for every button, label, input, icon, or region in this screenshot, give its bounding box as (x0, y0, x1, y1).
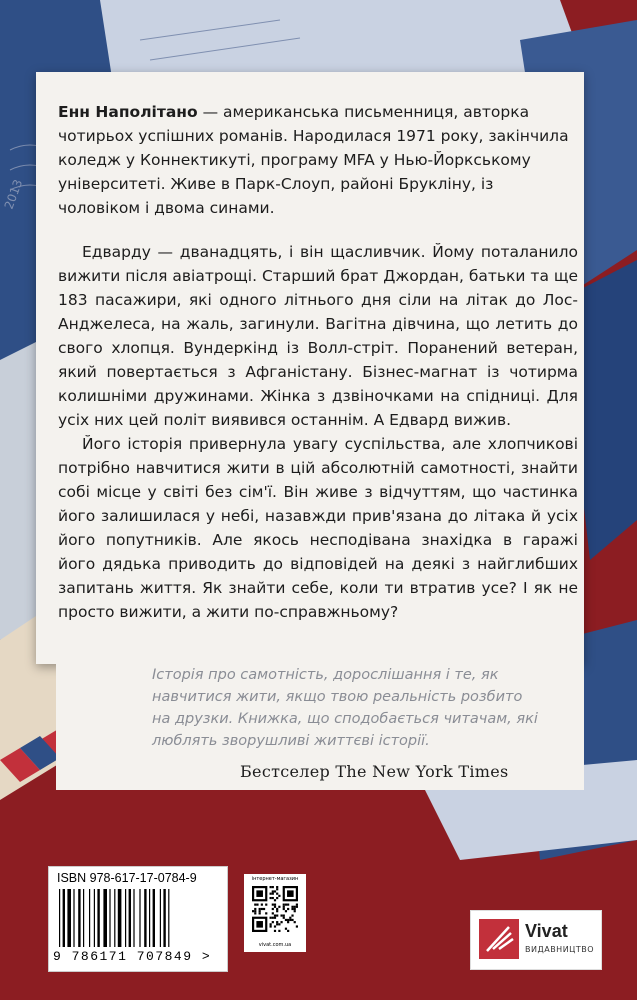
qr-module (272, 893, 274, 895)
qr-module (274, 917, 276, 919)
barcode-number: 9 786171 707849 > (53, 949, 212, 964)
barcode-bar (109, 889, 110, 947)
qr-module (285, 928, 287, 930)
qr-module (272, 897, 274, 899)
qr-module (287, 930, 289, 932)
qr-module (254, 904, 256, 906)
publisher-name: Vivat (525, 921, 568, 941)
vivat-feather-icon (479, 919, 519, 959)
qr-module (270, 897, 272, 899)
qr-module (270, 886, 272, 888)
qr-module (272, 886, 274, 888)
qr-module (296, 904, 298, 906)
barcode-icon (59, 889, 217, 947)
qr-module (294, 921, 296, 923)
qr-module (287, 919, 289, 921)
qr-module (283, 908, 285, 910)
qr-module (259, 910, 261, 912)
qr-module (276, 897, 278, 899)
barcode-bar (97, 889, 99, 947)
qr-module (283, 917, 285, 919)
barcode-bar (160, 889, 161, 947)
qr-module (276, 921, 278, 923)
qr-module (274, 906, 276, 908)
qr-module (276, 923, 278, 925)
qr-module (272, 912, 274, 914)
qr-module (256, 904, 258, 906)
qr-module (285, 904, 287, 906)
author-bio-text: — американська письменниця, авторка чотирьох успішних романів. Народилася 1971 року, закінчила коледж у Коннектикуті, програму MFA у Нью-Йоркському університеті. Живе в Парк-Слоуп, районі Брукліну, із чоловіком і двома синами. (58, 103, 569, 217)
barcode-bar (63, 889, 65, 947)
barcode-bar (153, 889, 155, 947)
qr-module (274, 904, 276, 906)
qr-module (272, 917, 274, 919)
barcode-bar (139, 889, 140, 947)
barcode-bar (89, 889, 90, 947)
qr-module (291, 906, 293, 908)
qr-module (265, 912, 267, 914)
qr-module (291, 919, 293, 921)
qr-module (289, 917, 291, 919)
qr-module (270, 917, 272, 919)
barcode-bar (144, 889, 146, 947)
qr-module (270, 925, 272, 927)
author-bio (58, 100, 578, 220)
book-description (58, 240, 578, 624)
qr-module (272, 921, 274, 923)
qr-module (287, 890, 294, 897)
qr-module (278, 906, 280, 908)
qr-module (283, 906, 285, 908)
qr-bottom-label: vivat.com.ua (258, 942, 292, 948)
barcode-bar (118, 889, 122, 947)
qr-module (287, 908, 289, 910)
qr-module (274, 890, 276, 892)
qr-module (274, 899, 276, 901)
barcode-box (48, 866, 228, 972)
barcode-bar (103, 889, 107, 947)
qr-module (254, 910, 256, 912)
qr-module (280, 914, 282, 916)
qr-module (294, 908, 296, 910)
qr-module (254, 908, 256, 910)
barcode-bar (149, 889, 150, 947)
qr-module (285, 919, 287, 921)
bestseller-label: Бестселер The New York Times (240, 762, 509, 781)
qr-module (259, 908, 261, 910)
barcode-bar (114, 889, 115, 947)
barcode-bar (59, 889, 60, 947)
qr-module (278, 895, 280, 897)
qr-module (272, 908, 274, 910)
qr-top-label: інтернет-магазин (251, 876, 299, 882)
qr-module (278, 923, 280, 925)
barcode-bar (73, 889, 74, 947)
qr-code-box (244, 874, 306, 952)
qr-module (256, 921, 263, 928)
qr-module (278, 930, 280, 932)
qr-module (270, 923, 272, 925)
barcode-bar (168, 889, 169, 947)
qr-module (252, 910, 254, 912)
description-paragraph-1: Едварду — дванадцять, і він щасливчик. Йому поталанило вижити після авіатрощі. Старший брат Джордан, батьки та ще 183 пасажири, які одного літнього дня сіли на літак до Лос-Анджелеса, на жаль, загинули. Вагітна дівчина, що летить до свого хлопця. Вундеркінд із Волл-стріт. Поранений ветеран, який повертається з Афганістану. Бізнес-магнат із чотирма колишніми дружинами. Жінка з дзвіночками на спідниці. Для усіх них цей політ виявився останнім. А Едвард вижив. (58, 243, 579, 429)
qr-module (265, 904, 267, 906)
qr-module (276, 886, 278, 888)
qr-module (274, 914, 276, 916)
qr-module (276, 914, 278, 916)
qr-module (256, 890, 263, 897)
isbn-text: ISBN 978-617-17-0784-9 (57, 871, 197, 885)
barcode-bar (83, 889, 84, 947)
qr-module (287, 904, 289, 906)
barcode-bar (129, 889, 131, 947)
qr-module (263, 908, 265, 910)
qr-module (289, 919, 291, 921)
qr-module (294, 906, 296, 908)
qr-module (283, 904, 285, 906)
qr-module (296, 925, 298, 927)
qr-module (254, 912, 256, 914)
qr-module (270, 893, 272, 895)
publisher-subtitle: ВИДАВНИЦТВО (525, 945, 595, 954)
qr-module (291, 908, 293, 910)
qr-module (294, 910, 296, 912)
barcode-bar (94, 889, 95, 947)
qr-module (261, 908, 263, 910)
qr-module (276, 888, 278, 890)
qr-module (291, 914, 293, 916)
author-name: Енн Наполітано (58, 103, 198, 121)
qr-module (276, 910, 278, 912)
barcode-bar (163, 889, 165, 947)
publisher-logo (470, 910, 602, 970)
qr-module (272, 890, 274, 892)
qr-module (276, 908, 278, 910)
review-quote: Історія про самотність, дорослішання і те, як навчитися жити, якщо твою реальність розбито на друзки. Книжка, що сподобається читачам, які люблять зворушливі життєві історії. (152, 667, 538, 749)
barcode-bar (133, 889, 134, 947)
qr-module (285, 910, 287, 912)
qr-module (287, 921, 289, 923)
stamp-year: 2013 (1, 177, 26, 212)
qr-module (261, 904, 263, 906)
qr-module (272, 904, 274, 906)
qr-module (276, 893, 278, 895)
description-paragraph-2: Його історія привернула увагу суспільства, але хлопчикові потрібно навчитися жити в цій абсолютній самотності, знайти собі місце у світі без сім'ї. Він живе з відчуттям, що частинка його залишилася у небі, назавжди прив'язана до літака й усіх його попутників. Але якось несподівана знахідка в гаражі його дядька приводить до відповідей на деякі з найглибших запитань життя. Як знайти себе, коли ти втратив усе? І як не просто вижити, а жити по-справжньому? (58, 435, 578, 621)
qr-module (296, 906, 298, 908)
qr-code-icon (252, 886, 298, 932)
barcode-bar (125, 889, 126, 947)
qr-module (274, 930, 276, 932)
qr-module (274, 925, 276, 927)
qr-module (283, 914, 285, 916)
qr-module (280, 921, 282, 923)
qr-module (259, 912, 261, 914)
barcode-bar (67, 889, 71, 947)
barcode-bar (78, 889, 80, 947)
